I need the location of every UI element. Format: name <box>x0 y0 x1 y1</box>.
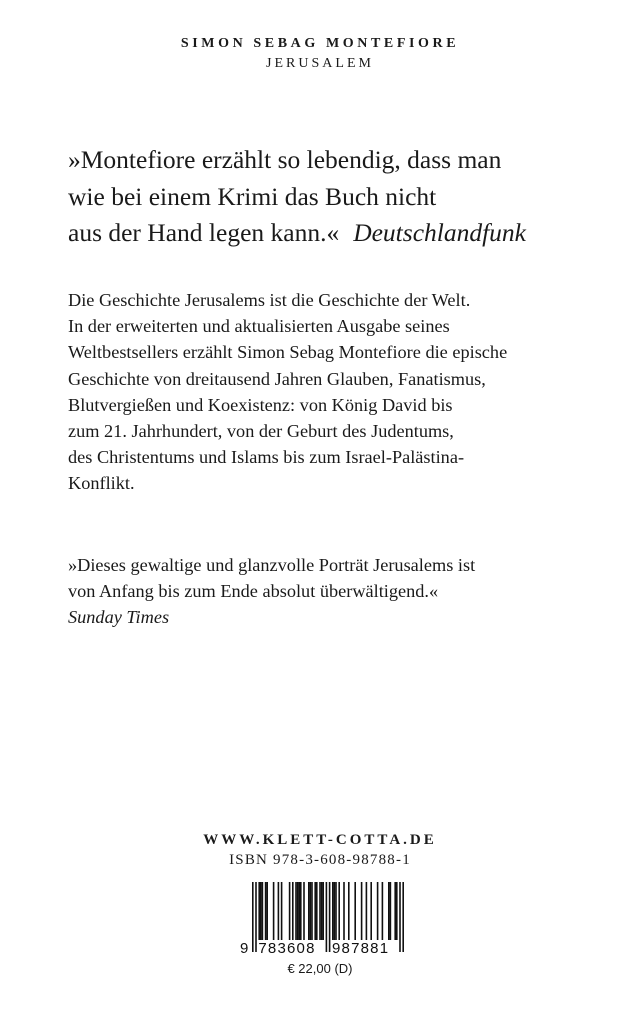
barcode-bar <box>300 882 302 940</box>
barcode-bar <box>329 882 331 952</box>
barcode-bar <box>334 882 336 940</box>
isbn: ISBN 978-3-608-98788-1 <box>229 852 411 868</box>
barcode-bar <box>258 882 260 940</box>
barcode-bar <box>382 882 384 940</box>
barcode-bar <box>278 882 280 940</box>
barcode-bar <box>326 882 328 952</box>
barcode-bar <box>319 882 321 940</box>
blurb-line: Weltbestsellers erzählt Simon Sebag Montefiore die epische <box>68 342 508 363</box>
quote-line: wie bei einem Krimi das Buch nicht <box>68 181 437 211</box>
barcode-bar <box>402 882 404 952</box>
blurb-line: des Christentums und Islams bis zum Israel-Palästina- <box>68 447 465 468</box>
barcode-bar <box>281 882 283 940</box>
blurb-line: zum 21. Jahrhundert, von der Geburt des Judentums, <box>68 421 454 442</box>
barcode-bar <box>310 882 312 940</box>
quote-line: »Dieses gewaltige und glanzvolle Porträt Jerusalems ist <box>68 555 476 575</box>
blurb-line: Geschichte von dreitausend Jahren Glauben, Fanatismus, <box>68 368 486 389</box>
barcode-bar <box>311 882 313 940</box>
barcode-digits: 9 <box>240 940 250 954</box>
barcode-bar <box>252 882 254 952</box>
barcode-bar <box>343 882 345 940</box>
barcode-bar <box>303 882 305 940</box>
barcode-digits: 987881 <box>332 940 390 954</box>
blurb-line: Die Geschichte Jerusalems ist die Geschichte der Welt. <box>68 290 471 310</box>
book-title: JERUSALEM <box>266 56 374 71</box>
barcode-bar <box>260 882 262 940</box>
blurb-line: Konflikt. <box>68 473 135 494</box>
barcode-bar <box>266 882 268 940</box>
barcode-bar <box>298 882 300 940</box>
barcode-bar <box>354 882 356 940</box>
barcode-bar <box>321 882 323 940</box>
barcode-bar <box>394 882 396 940</box>
barcode-bar <box>289 882 291 940</box>
barcode-bar <box>255 882 257 952</box>
quote-text: aus der Hand legen kann.« <box>68 218 340 247</box>
barcode-bar <box>370 882 372 940</box>
barcode-bar <box>332 882 334 940</box>
barcode-bar <box>366 882 368 940</box>
barcode-bar <box>308 882 310 940</box>
barcode-bar <box>377 882 379 940</box>
barcode-bar <box>396 882 398 940</box>
barcode-bar <box>361 882 363 940</box>
barcode-bar <box>265 882 267 940</box>
barcode-bar <box>314 882 316 940</box>
author-name: SIMON SEBAG MONTEFIORE <box>180 36 460 51</box>
barcode-bar <box>399 882 401 952</box>
blurb-line: Blutvergießen und Koexistenz: von König David bis <box>68 394 453 415</box>
barcode-bar <box>390 882 392 940</box>
barcode-bar <box>262 882 264 940</box>
barcode-bar <box>273 882 275 940</box>
quote-source: Sunday Times <box>68 607 170 628</box>
quote-line-last <box>68 215 526 252</box>
barcode-bar <box>322 882 324 940</box>
barcode-bar <box>316 882 318 940</box>
press-quote-sunday-times <box>68 552 475 631</box>
barcode-bar <box>335 882 337 940</box>
barcode-bar <box>348 882 350 940</box>
barcode-bar <box>295 882 297 940</box>
quote-line: »Montefiore erzählt so lebendig, dass man <box>68 145 502 174</box>
barcode-bar <box>292 882 294 940</box>
barcode-bar <box>338 882 340 940</box>
blurb <box>68 287 507 497</box>
publisher-url: WWW.KLETT-COTTA.DE <box>203 832 437 848</box>
quote-line: von Anfang bis zum Ende absolut überwältigend.« <box>68 581 439 602</box>
barcode-bar <box>297 882 299 940</box>
blurb-line: In der erweiterten und aktualisierten Ausgabe seines <box>68 316 450 337</box>
quote-source: Deutschlandfunk <box>353 218 527 247</box>
barcode <box>238 882 408 954</box>
price: € 22,00 (D) <box>287 961 353 976</box>
barcode-digits: 783608 <box>258 940 316 954</box>
barcode-bar <box>388 882 390 940</box>
press-quote-deutschlandfunk <box>68 142 526 252</box>
